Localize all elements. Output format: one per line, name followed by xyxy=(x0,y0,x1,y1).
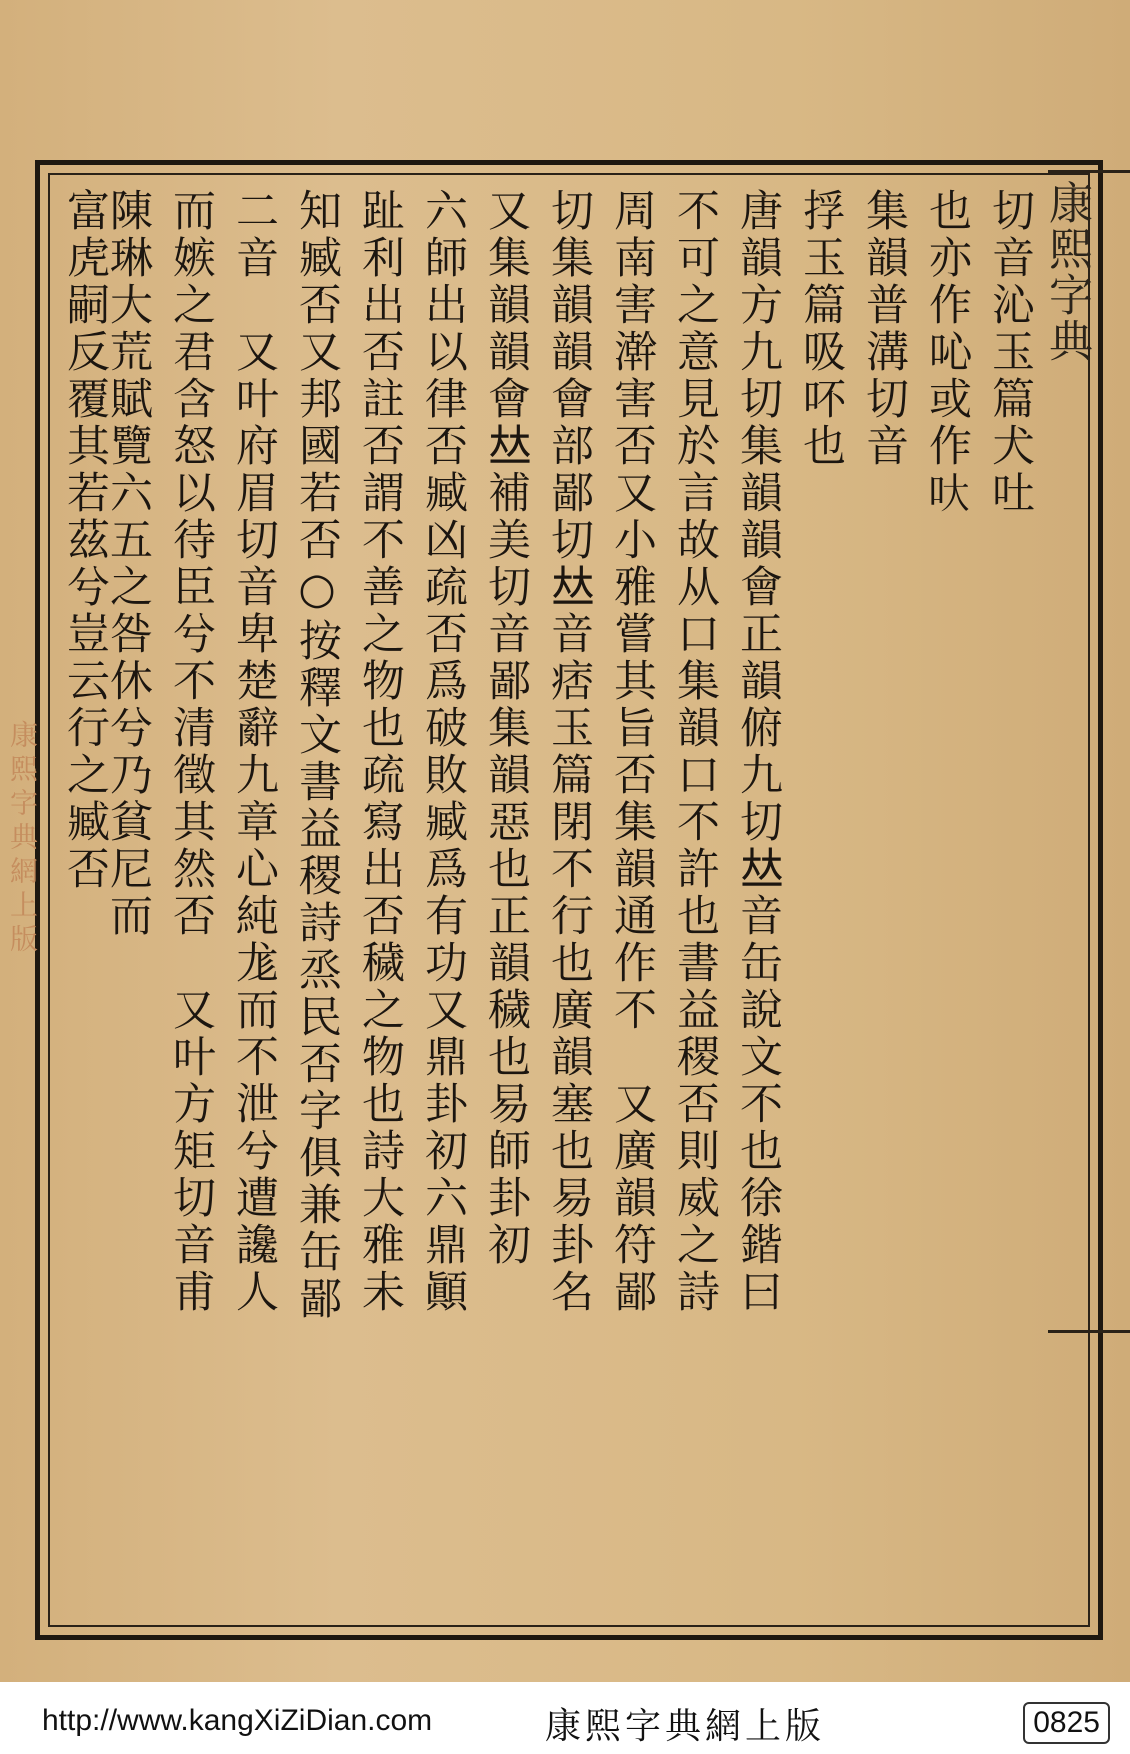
text-column: 不可之意見於言故从口集韻口不許也書益稷否則威之詩 xyxy=(670,188,720,1316)
margin-rule-middle xyxy=(1048,1330,1130,1333)
text-column: 二音 又叶府眉切音卑楚辭九章心純尨而不泄兮遭讒人 xyxy=(229,188,279,1316)
text-column: 捊玉篇吸吥也 xyxy=(796,188,846,470)
text-column: 切音沁玉篇犬吐 xyxy=(985,188,1035,517)
edition-label: 康熙字典網上版 xyxy=(545,1706,826,1747)
site-url-link[interactable]: http://www.kangXiZiDian.com xyxy=(42,1704,433,1737)
text-column: 六師出以律否臧凶疏否爲破敗臧爲有功又鼎卦初六鼎顚 xyxy=(418,188,468,1316)
site-footer xyxy=(0,1682,1130,1754)
text-column: 周南害澣害否又小雅嘗其旨否集韻通作不 又廣韻符鄙 xyxy=(607,188,657,1316)
text-column: 而嫉之君含怒以待臣兮不清徵其然否 又叶方矩切音甫 xyxy=(166,188,216,1316)
page-title: 康熙字典 xyxy=(1041,180,1092,364)
text-column: 陳琳大荒賦覽六五之咎休兮乃貧尼而 xyxy=(103,188,153,940)
text-column: 切集韻韻會部鄙切𠀤音痞玉篇閉不行也廣韻塞也易卦名 xyxy=(544,188,594,1316)
text-column: 又集韻韻會𠀤補美切音鄙集韻惡也正韻穢也易師卦初 xyxy=(481,188,531,1269)
text-column: 富虎嗣反覆其若茲兮豈云行之臧否 xyxy=(60,188,110,893)
margin-edition-note: 康熙字典網上版 xyxy=(6,720,39,958)
margin-rule-top xyxy=(1048,170,1130,173)
text-column: 知臧否又邦國若否○按釋文書益稷詩烝民否字俱兼缶鄙 xyxy=(292,188,342,1323)
text-column: 唐韻方九切集韻韻會正韻俯九切𠀤音缶說文不也徐鍇曰 xyxy=(733,188,783,1316)
text-column: 集韻普溝切音 xyxy=(859,188,909,470)
text-column: 也亦作吣或作𠯈 xyxy=(922,188,972,517)
page-number-badge: 0825 xyxy=(1023,1702,1110,1744)
text-column: 趾利出否註否謂不善之物也疏寫出否穢之物也詩大雅未 xyxy=(355,188,405,1316)
